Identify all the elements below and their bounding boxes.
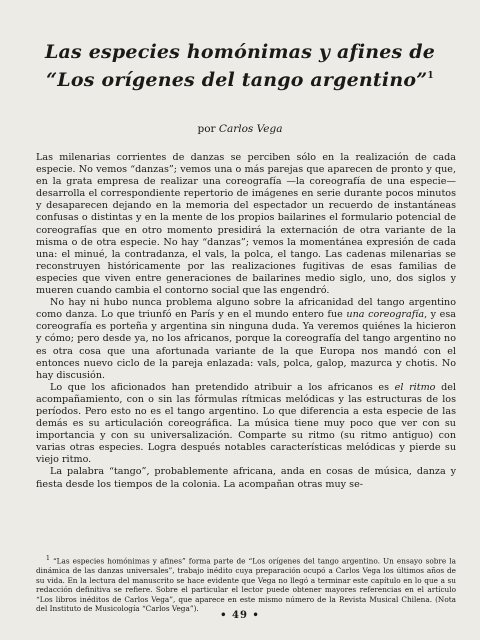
byline [0, 123, 480, 135]
footnote-paragraph [36, 554, 456, 614]
paragraph-2-text-b: , y esa coreografía es porteña y argentina sin ninguna duda. Ya veremos quiénes la hicieron y cómo; pero desde ya, no los africanos, porque la coreografía del tango argentino no es otra cosa que una afortunada variante de la que Europa nos mandó con el entonces nuevo ciclo de la pareja enlazada: vals, polca, galop, mazurca y chotis. No hay discusión. [36, 309, 457, 381]
article-body [36, 152, 456, 491]
paragraph-2 [36, 297, 456, 382]
article-title [22, 40, 458, 92]
paragraph-3-emphasis: el ritmo [394, 381, 436, 393]
title-line-1: Las especies homónimas y afines de [44, 41, 436, 63]
paragraph-3-text-b: del acompañamiento, con o sin las fórmulas rítmicas melódicas y las estructuras de los períodos. Pero esto no es el tango argentino. Lo que diferencia a esta especie de las demás es su articulación coreográfica. La música tiene muy poco que ver con su importancia y con su universalización. Comparte su ritmo (su ritmo antiguo) con varias otras especies. Logra después notables características melódicas y pierde su viejo ritmo. [36, 381, 456, 466]
title-line-2 [22, 64, 458, 92]
byline-author: Carlos Vega [218, 123, 283, 135]
title-footnote-mark: 1 [427, 71, 434, 81]
paragraph-2-text-a: No hay ni hubo nunca problema alguno sobre la africanidad del tango argentino como danza. Lo que triunfó en París y en el mundo entero fue [36, 297, 456, 321]
title-line-2-text: “Los orígenes del tango argentino” [46, 69, 428, 91]
paragraph-1 [36, 152, 456, 297]
paragraph-4-text: La palabra “tango”, probablemente africana, anda en cosas de música, danza y fiesta desde los tiempos de la colonia. La acompañan otras muy se- [36, 466, 456, 490]
paragraph-4 [36, 466, 456, 490]
paragraph-2-emphasis: una coreografía [346, 309, 425, 321]
footnote-text: “Las especies homónimas y afines” forma parte de “Los orígenes del tango argentino. Un ensayo sobre la dinámica de las danzas universales”, trabajo inédito cuya preparación ocupó a Carlos Vega los últimos años de su vida. En la lectura del manuscrito se hace evidente que Vega no llegó a terminar este capítulo en lo que a su redacción definitiva se refiere. Sobre el particular el lector puede obtener mayores referencias en el artículo “Los libros inéditos de Carlos Vega”, que aparece en este mismo número de la Revista Musical Chilena. (Nota del Instituto de Musicología “Carlos Vega”). [36, 556, 456, 614]
paragraph-3-text-a: Lo que los aficionados han pretendido atribuir a los africanos es [50, 381, 395, 393]
paragraph-3 [36, 382, 456, 467]
byline-prefix: por [197, 123, 216, 135]
paragraph-1-text: Las milenarias corrientes de danzas se perciben sólo en la realización de cada especie. No vemos “danzas”; vemos una o más parejas que aparecen de pronto y que, en la grata empresa de realizar una coreografía —la coreografía de una especie— desarrolla el correspondiente repertorio de imágenes en serie durante pocos minutos y desaparecen dejando en la memoria del espectador un recuerdo de instantáneas confusas o distintas y en la mente de los propios bailarines el formulario potencial de coreografías que en otro momento presidirá la externación de otra variante de la misma o de otra especie. No hay “danzas”; vemos la momentánea expresión de cada una: el minué, la contradanza, el vals, la polca, el tango. Las cadenas milenarias se reconstruyen históricamente por las realizaciones fugitivas de esas familias de especies que viven entre generaciones de bailarines medio siglo, uno, dos siglos y mueren cuando cambia el contorno social que las engendró. [36, 152, 456, 297]
page-number: • 49 • [220, 610, 260, 621]
footnote-mark: 1 [46, 555, 50, 562]
footnote [36, 554, 456, 614]
